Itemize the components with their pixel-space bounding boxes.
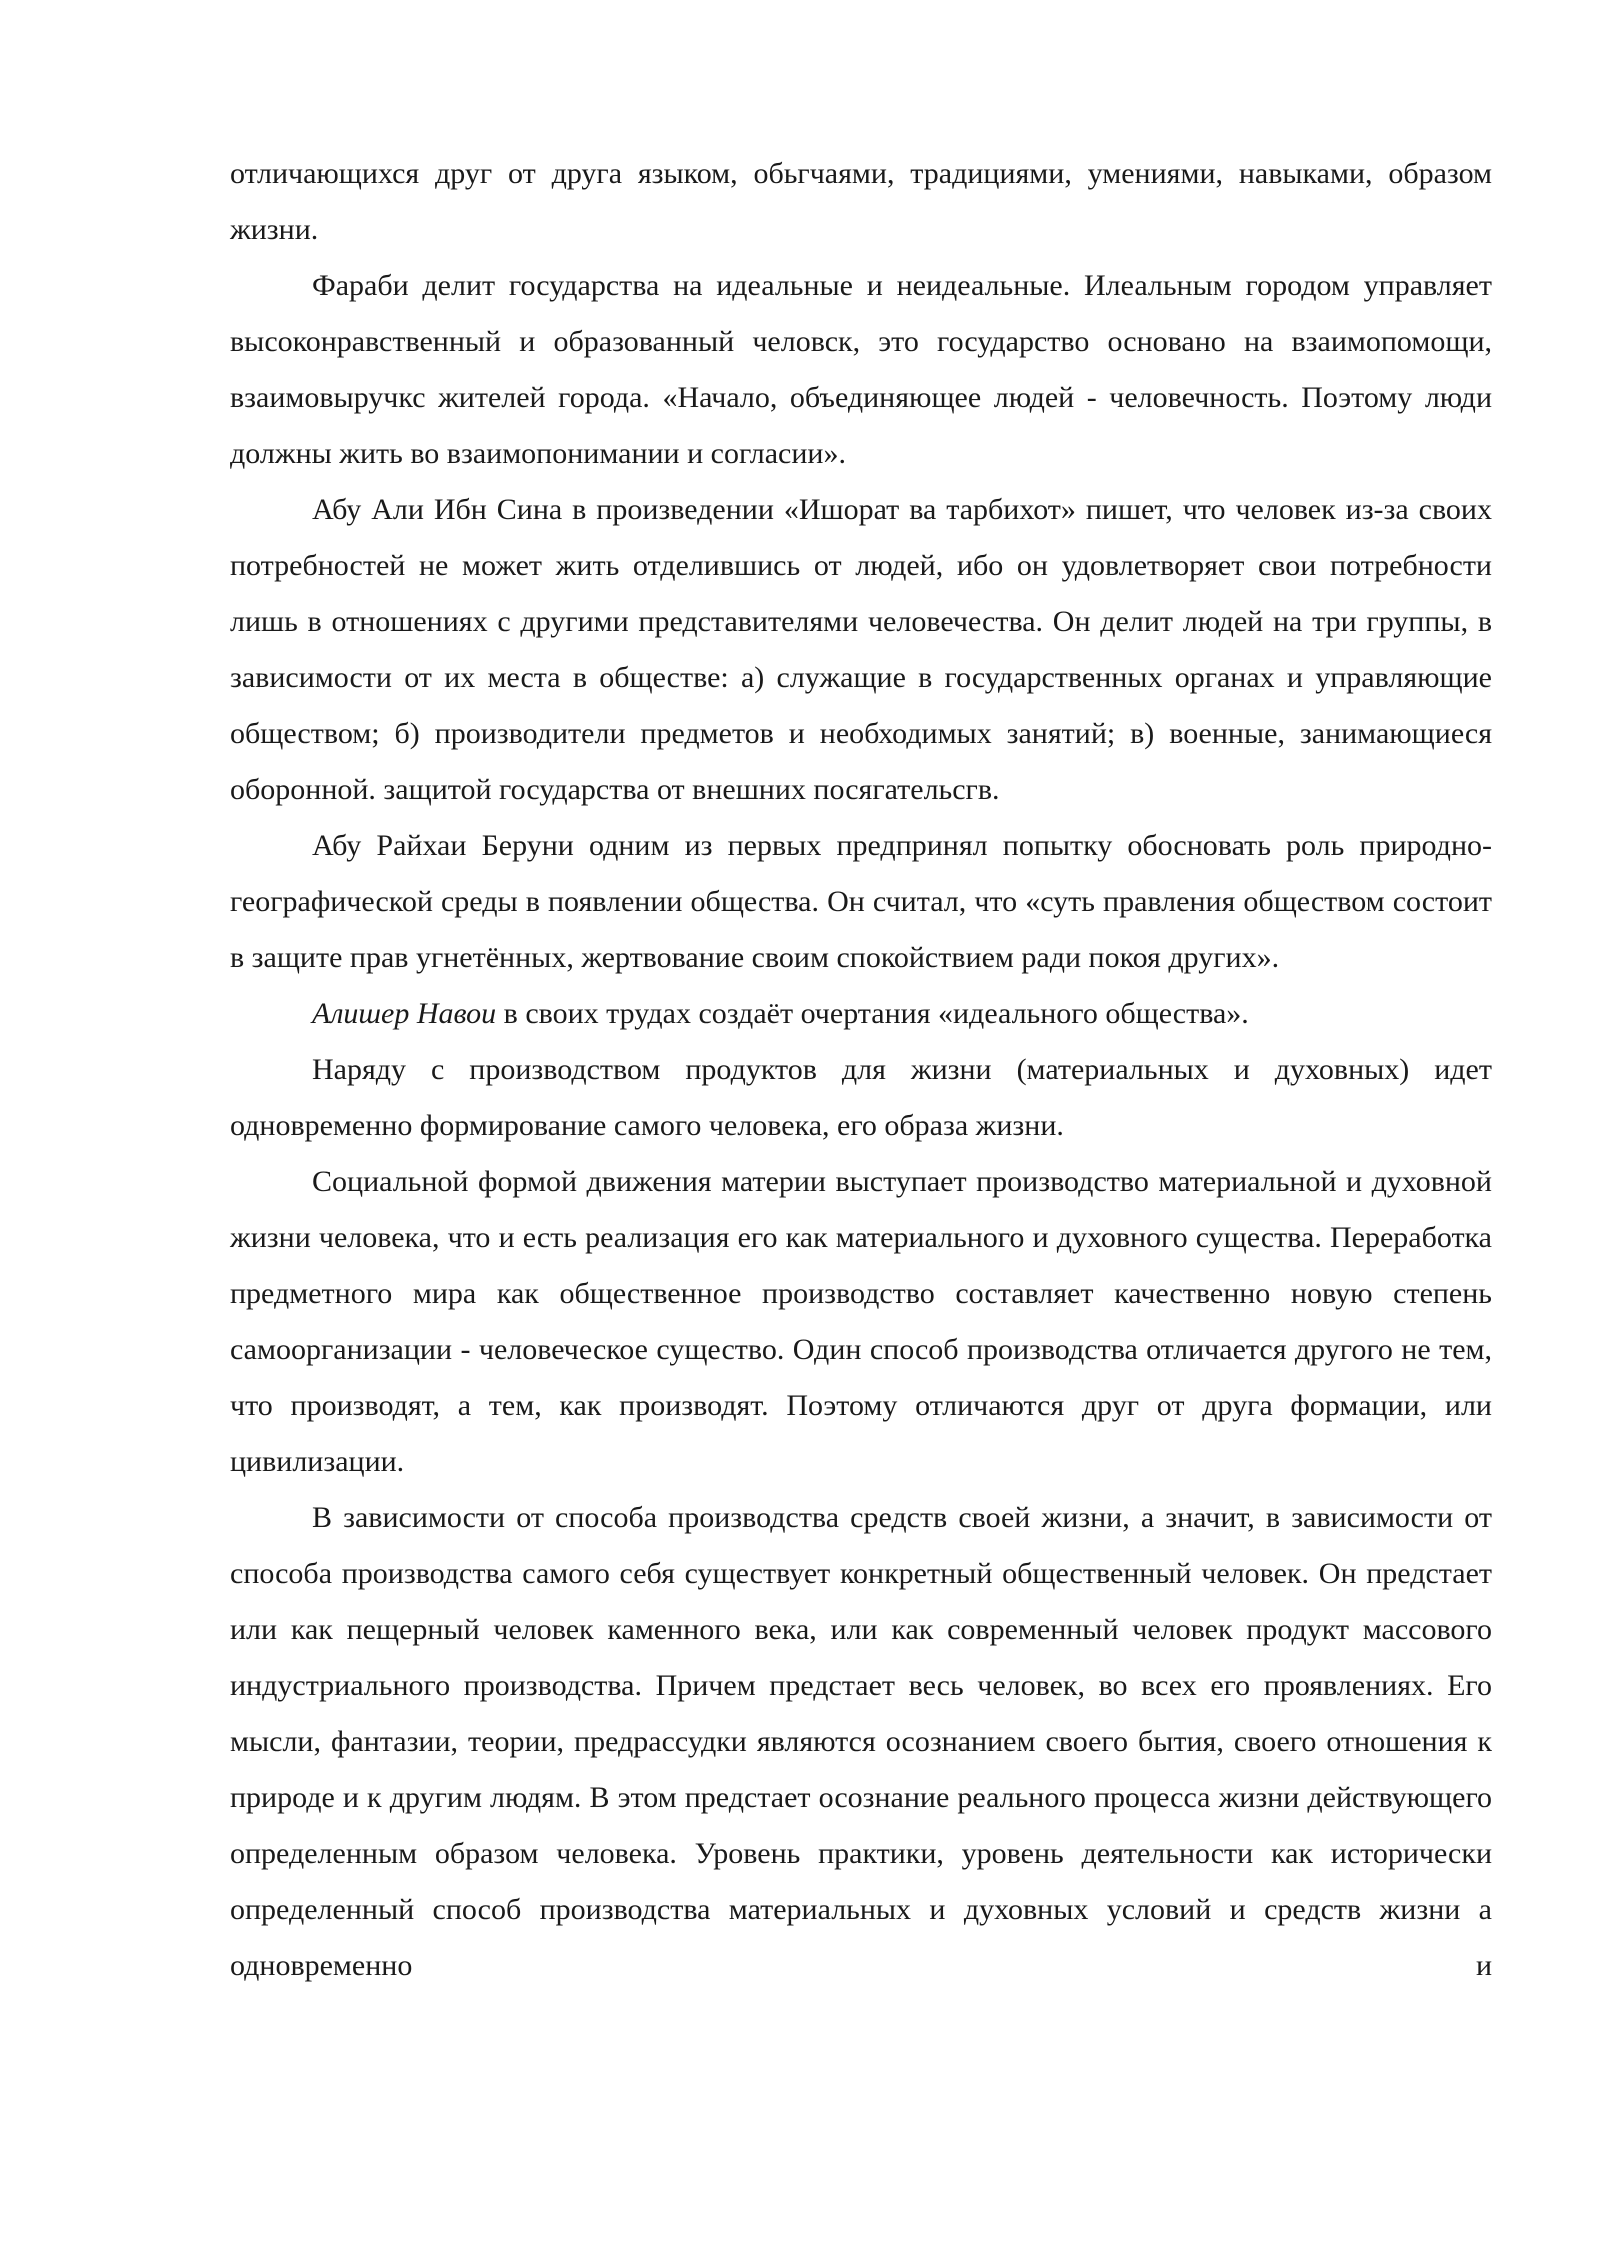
paragraph-navoi <box>230 986 1492 1042</box>
document-page <box>230 146 1492 1994</box>
paragraph-social-form: Социальной формой движения материи выступает производство материальной и духовной жизни человека, что и есть реализация его как материального и духовного существа. Переработка предметного мира как общественное производство составляет качественно новую степень самоорганизации - человеческое существо. Один способ производства отличается другого не тем, что производят, а тем, как производят. Поэтому отличаются друг от друга формации, или цивилизации. <box>230 1165 1492 1478</box>
paragraph-ibn-sina: Абу Али Ибн Сина в произведении «Ишорат ва тарбихот» пишет, что человек из-за своих потребностей не может жить отделившись от людей, ибо он удовлетворяет свои потребности лишь в отношениях с другими представителями человечества. Он делит людей на три группы, в зависимости от их места в обществе: а) служащие в государственных органах и управляющие обществом; б) производители предметов и необходимых занятий; в) военные, занимающиеся оборонной. защитой государства от внешних посягательсгв. <box>230 493 1492 806</box>
paragraph-farabi: Фараби делит государства на идеальные и неидеальные. Илеальным городом управляет высоконравственный и образованный человск, это государство основано на взаимопомощи, взаимовыручкс жителей города. «Начало, объединяющее людей - человечность. Поэтому люди должны жить во взаимопонимании и согласии». <box>230 269 1492 470</box>
author-name-navoi: Алишер Навои <box>312 997 497 1030</box>
paragraph-dependence: В зависимости от способа производства средств своей жизни, а значит, в зависимости от способа производства самого себя существует конкретный общественный человек. Он предстает или как пещерный человек каменного века, или как современный человек продукт массового индустриального производства. Причем предстает весь человек, во всех его проявлениях. Его мысли, фантазии, теории, предрассудки являются осознанием своего бытия, своего отношения к природе и к другим людям. В этом предстает осознание реального процесса жизни действующего определенным образом человека. Уровень практики, уровень деятельности как исторически определенный способ производства материальных и духовных условий и средств жизни а одновременно и <box>230 1501 1492 1982</box>
paragraph-navoi-text: в своих трудах создаёт очертания «идеального общества». <box>496 997 1249 1030</box>
paragraph-production: Наряду с производством продуктов для жизни (материальных и духовных) идет одновременно формирование самого человека, его образа жизни. <box>230 1053 1492 1142</box>
paragraph-continued: отличающихся друг от друга языком, обьгчаями, традициями, умениями, навыками, образом жизни. <box>230 157 1492 246</box>
paragraph-beruni: Абу Райхаи Беруни одним из первых предпринял попытку обосновать роль природно-географической среды в появлении общества. Он считал, что «суть правления обществом состоит в защите прав угнетённых, жертвование своим спокойствием ради покоя других». <box>230 829 1492 974</box>
